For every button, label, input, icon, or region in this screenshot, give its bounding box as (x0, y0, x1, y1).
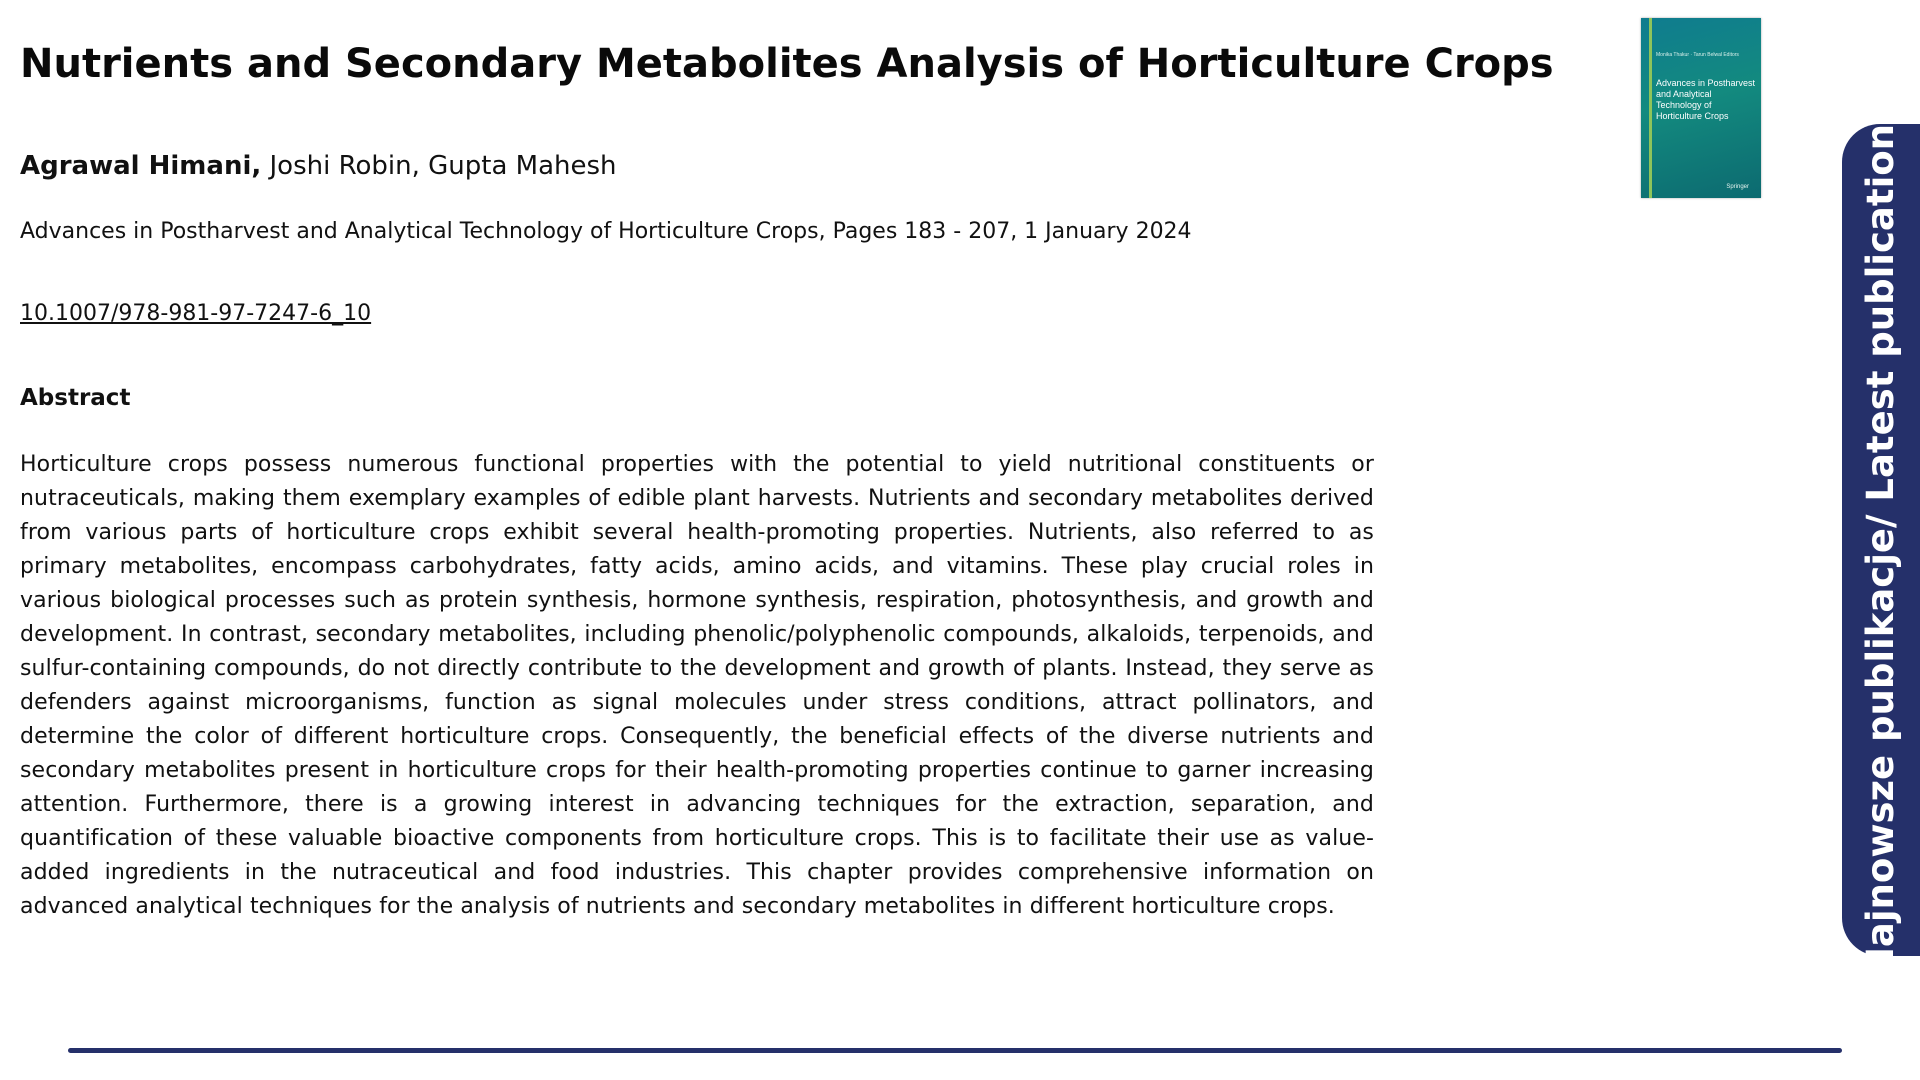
publication-source: Advances in Postharvest and Analytical Technology of Horticulture Crops, Pages 183 - 207, 1 January 2024 (20, 219, 1192, 244)
latest-publications-label: Najnowsze publikacje/ Latest publications (1859, 101, 1902, 979)
cover-title: Advances in Postharvest and Analytical Technology of Horticulture Crops (1656, 78, 1756, 121)
abstract-text: Horticulture crops possess numerous functional properties with the potential to yield nutritional constituents or nutraceuticals, making them exemplary examples of edible plant harvests. Nutrients and secondary metabolites derived from various parts of horticulture crops exhibit several health-promoting properties. Nutrients, also referred to as primary metabolites, encompass carbohydrates, fatty acids, amino acids, and vitamins. These play crucial roles in various biological processes such as protein synthesis, hormone synthesis, respiration, photosynthesis, and growth and development. In contrast, secondary metabolites, including phenolic/polyphenolic compounds, alkaloids, terpenoids, and sulfur-containing compounds, do not directly contribute to the development and growth of plants. Instead, they serve as defenders against microorganisms, function as signal molecules under stress conditions, attract pollinators, and determine the color of different horticulture crops. Consequently, the beneficial effects of the diverse nutrients and secondary metabolites present in horticulture crops for their health-promoting properties continue to garner increasing attention. Furthermore, there is a growing interest in advancing techniques for the extraction, separation, and quantification of these valuable bioactive components from horticulture crops. This is to facilitate their use as value-added ingredients in the nutraceutical and food industries. This chapter provides comprehensive information on advanced analytical techniques for the analysis of nutrients and secondary metabolites in different horticulture crops. (20, 452, 1374, 919)
abstract-heading: Abstract (20, 385, 131, 411)
cover-stripe (1649, 18, 1652, 198)
book-cover-image (1641, 18, 1761, 198)
publication-title: Nutrients and Secondary Metabolites Analysis of Horticulture Crops (20, 41, 1554, 87)
cover-editors: Monika Thakur · Tarun Belwal Editors (1656, 52, 1739, 58)
cover-publisher-logo: Springer (1726, 184, 1749, 190)
co-authors: Joshi Robin, Gupta Mahesh (261, 151, 617, 181)
doi-link[interactable]: 10.1007/978-981-97-7247-6_10 (20, 301, 372, 326)
lead-author: Agrawal Himani, (20, 151, 262, 181)
author-list (20, 148, 617, 184)
bottom-divider (68, 1048, 1842, 1053)
latest-publications-tab[interactable] (1842, 101, 1920, 979)
